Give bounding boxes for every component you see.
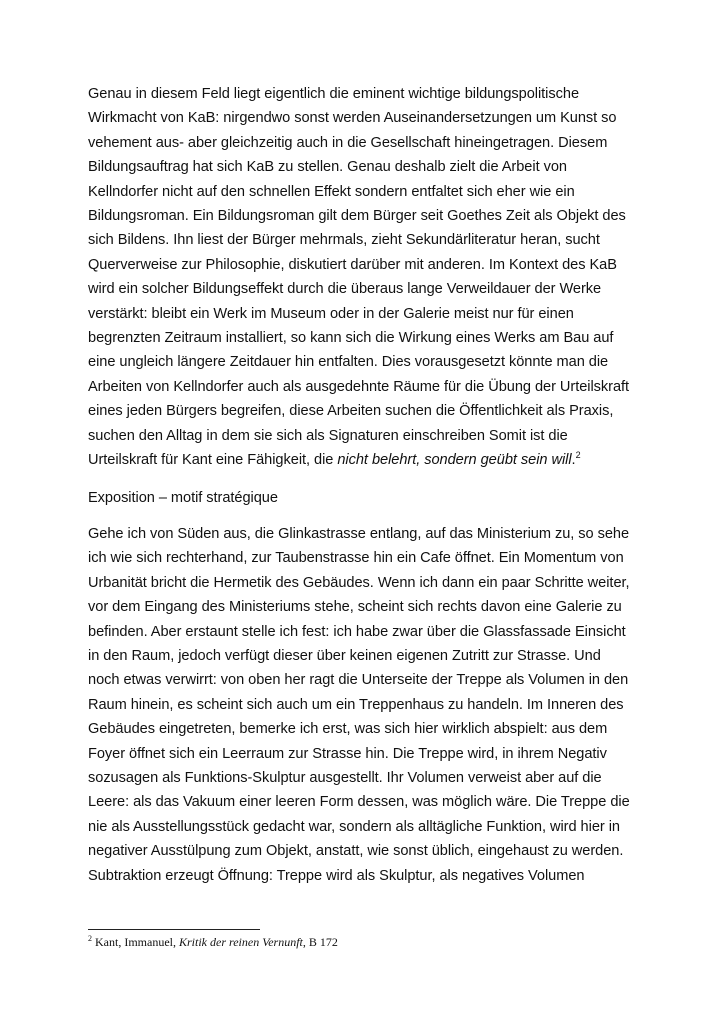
- paragraph-bildungsauftrag: [88, 82, 634, 473]
- kant-quote: nicht belehrt, sondern geübt sein will: [337, 452, 572, 469]
- section-heading: Exposition – motif stratégique: [88, 489, 278, 506]
- paragraph-exposition: Gehe ich von Süden aus, die Glinkastrasse entlang, auf das Ministerium zu, so sehe ich wie sich rechterhand, zur Taubenstrasse hin ein Cafe öffnet. Ein Momentum von Urbanität bricht die Hermetik des Gebäudes. Wenn ich dann ein paar Schritte weiter, vor dem Eingang des Ministeriums stehe, scheint sich rechts davon eine Galerie zu befinden. Aber erstaunt stelle ich fest: ich habe zwar über die Glassfassade Einsicht in den Raum, jedoch verfügt dieser über keinen eigenen Zutritt zur Strasse. Und noch etwas verwirrt: von oben her ragt die Unterseite der Treppe als Volumen in den Raum hinein, es scheint sich auch um ein Treppenhaus zu handeln. Im Inneren des Gebäudes eingetreten, bemerke ich erst, was sich hier wirklich abspielt: aus dem Foyer öffnet sich ein Leerraum zur Strasse hin. Die Treppe wird, in ihrem Negativ sozusagen als Funktions-Skulptur ausgestellt. Ihr Volumen verweist aber auf die Leere: als das Vakuum einer leeren Form dessen, was möglich wäre. Die Treppe die nie als Ausstellungsstück gedacht war, sondern als alltägliche Funktion, wird hier in negativer Ausstülpung zum Objekt, anstatt, wie sonst üblich, eingehaust zu werden. Subtraktion erzeugt Öffnung: Treppe wird als Skulptur, als negatives Volumen: [88, 525, 630, 884]
- footnote-title: Kritik der reinen Vernunft: [178, 935, 303, 949]
- footnote-reference-page: , B 172: [302, 935, 338, 949]
- footnote-reference: 2: [575, 450, 581, 461]
- paragraph-end: .: [571, 452, 576, 469]
- body-text: [88, 82, 634, 888]
- paragraph-text: Genau in diesem Feld liegt eigentlich die eminent wichtige bildungspolitische Wirkmacht von KaB: nirgendwo sonst werden Auseinandersetzungen um Kunst so vehement aus- aber gleichzeitig auch in die Gesellschaft hineingetragen. Diesem Bildungsauftrag hat sich KaB zu stellen. Genau deshalb zielt die Arbeit von Kellndorfer nicht auf den schnellen Effekt sondern entfaltet sich eher wie ein Bildungsroman. Ein Bildungsroman gilt dem Bürger seit Goethes Zeit als Objekt des sich Bildens. Ihn liest der Bürger mehrmals, zieht Sekundärliteratur heran, sucht Querverweise zur Philosophie, diskutiert darüber mit anderen. Im Kontext des KaB wird ein solcher Bildungseffekt durch die überaus lange Verweildauer der Werke verstärkt: bleibt ein Werk im Museum oder in der Galerie meist nur für einen begrenzten Zeitraum installiert, so kann sich die Wirkung eines Werks am Bau auf eine ungleich längere Zeitdauer hin entfalten. Dies vorausgesetzt könnte man die Arbeiten von Kellndorfer auch als ausgedehnte Räume für die Übung der Urteilskraft eines jeden Bürgers begreifen, diese Arbeiten suchen die Öffentlichkeit als Praxis, suchen den Alltag in dem sie sich als Signaturen einschreiben Somit ist die Urteilskraft für Kant eine Fähigkeit, die: [88, 86, 630, 469]
- footnote-author: Kant, Immanuel,: [92, 935, 179, 949]
- footnote: [88, 934, 634, 950]
- footnote-number: 2: [88, 934, 92, 943]
- footnote-separator: [88, 929, 260, 930]
